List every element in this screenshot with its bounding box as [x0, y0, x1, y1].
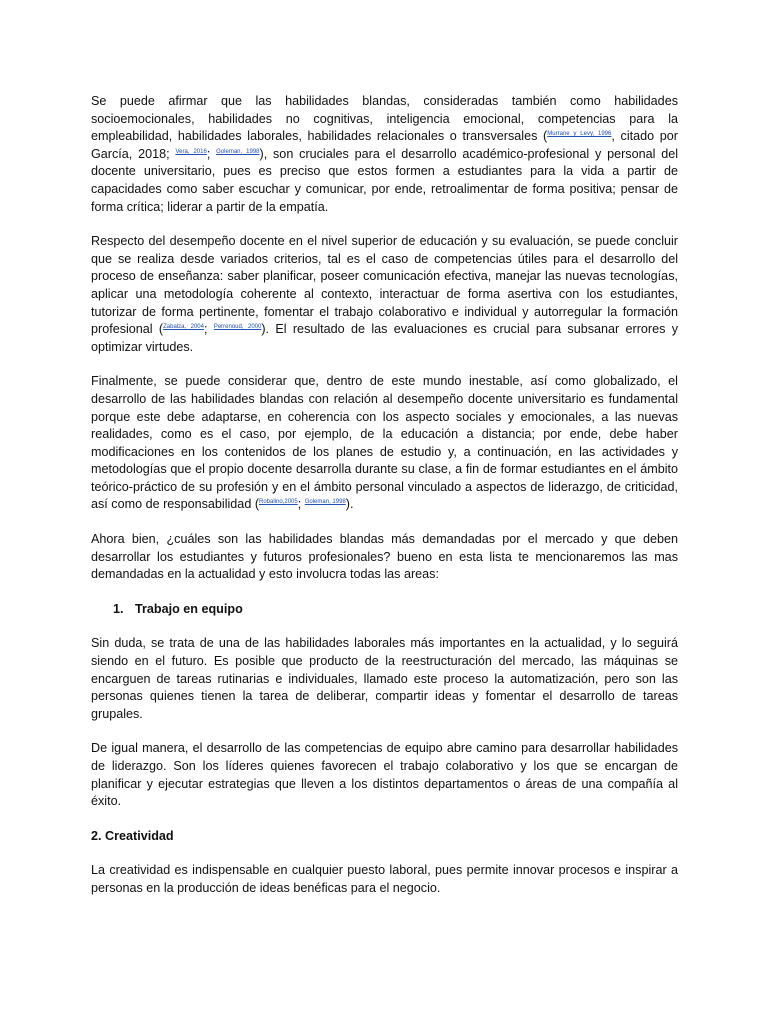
paragraph-conclusion — [91, 373, 678, 514]
paragraph-creativity: La creatividad es indispensable en cualquier puesto laboral, pues permite innovar procesos e inspirar a personas en la producción de ideas benéficas para el negocio. — [91, 863, 678, 895]
citation-link[interactable]: Goleman, 1998 — [216, 148, 260, 155]
citation-link[interactable]: Goleman, 1998 — [304, 499, 346, 506]
citation-link[interactable]: Zabalza, 2004 — [163, 324, 204, 331]
paragraph-text: ), son cruciales para el desarrollo académico-profesional y personal del docente universitario, pues es preciso que estos formen a estudiantes para la vida a partir de capacidades como saber escuchar y comunicar, por ende, retroalimentar de forma positiva; pensar de forma crítica; liderar a partir de la empatía. — [91, 146, 679, 214]
citation-link[interactable]: Robalino,2005 — [259, 499, 298, 506]
paragraph-text: ). — [345, 497, 354, 512]
paragraph-text: Finalmente, se puede considerar que, dentro de este mundo inestable, así como globalizado, el desarrollo de las habilidades blandas con relación al desempeño docente universitario es fundamental porque este debe adaptarse, en coherencia con los aspecto sociales y emocionales, a las nuevas realidades, como es el caso, por ejemplo, de la educación a distancia; por ende, debe haber modificaciones en los contenidos de los planes de estudio y, a continuación, en las actividades y metodologías que el propio docente desarrolla durante su clase, a fin de formar estudiantes en el ámbito teórico-práctico de su profesión y en el ámbito personal vinculado a aspectos de liderazgo, de criticidad, así como de responsabilidad ( — [91, 374, 678, 512]
citation-link[interactable]: Vera, 2016 — [175, 148, 207, 155]
citation-link[interactable]: Perrenoud, 2000 — [213, 324, 262, 331]
citation-link[interactable]: Murrane y Levy, 1996 — [547, 131, 612, 138]
paragraph-text: ). El resultado de las evaluaciones es crucial para subsanar errores y optimizar virtudes. — [91, 322, 679, 354]
paragraph-text: ; — [206, 146, 217, 161]
paragraph-text: , citado por García, 2018; — [91, 129, 679, 161]
heading-text: Trabajo en equipo — [135, 601, 243, 616]
paragraph-teacher-performance — [91, 233, 678, 356]
heading-creativity: 2. Creatividad — [91, 828, 174, 843]
paragraph-text: Respecto del desempeño docente en el nivel superior de educación y su evaluación, se puede concluir que se realiza desde variados criterios, tal es el caso de competencias útiles para el desarrollo del proceso de enseñanza: saber planificar, poseer comunicación efectiva, manejar las nuevas tecnologías, aplicar una metodología coherente al contexto, interactuar de forma asertiva con los estudiantes, tutorizar de forma pertinente, fomentar el trabajo colaborativo e individual y autorregular la formación profesional ( — [91, 234, 678, 337]
list-number: 1. — [113, 601, 124, 616]
paragraph-teamwork-1: Sin duda, se trata de una de las habilidades laborales más importantes en la actualidad, y lo seguirá siendo en el futuro. Es posible que producto de la reestructuración del mercado, las máquinas se encarguen de tareas rutinarias e individuales, llamado este proceso la automatización, pero son las personas quienes tienen la tarea de deliberar, compartir ideas y fomentar el desarrollo de tareas grupales. — [91, 636, 678, 721]
paragraph-soft-skills-definition — [91, 93, 678, 216]
paragraph-text: ; — [297, 497, 305, 512]
document-page — [91, 93, 678, 915]
paragraph-text: Se puede afirmar que las habilidades blandas, consideradas también como habilidades socioemocionales, habilidades no cognitivas, inteligencia emocional, competencias para la empleabilidad, habilidades laborales, habilidades relacionales o transversales ( — [91, 94, 678, 144]
paragraph-teamwork-2: De igual manera, el desarrollo de las competencias de equipo abre camino para desarrollar habilidades de liderazgo. Son los líderes quienes favorecen el trabajo colaborativo y los que se encargan de planificar y ejecutar estrategias que lleven a los distintos departamentos o áreas de una compañía al éxito. — [91, 741, 678, 809]
paragraph-intro-list: Ahora bien, ¿cuáles son las habilidades blandas más demandadas por el mercado y que deben desarrollar los estudiantes y futuros profesionales? bueno en esta lista te mencionaremos las mas demandadas en la actualidad y esto involucra todas las areas: — [91, 532, 678, 582]
paragraph-text: ; — [203, 322, 214, 337]
heading-teamwork — [91, 601, 678, 619]
